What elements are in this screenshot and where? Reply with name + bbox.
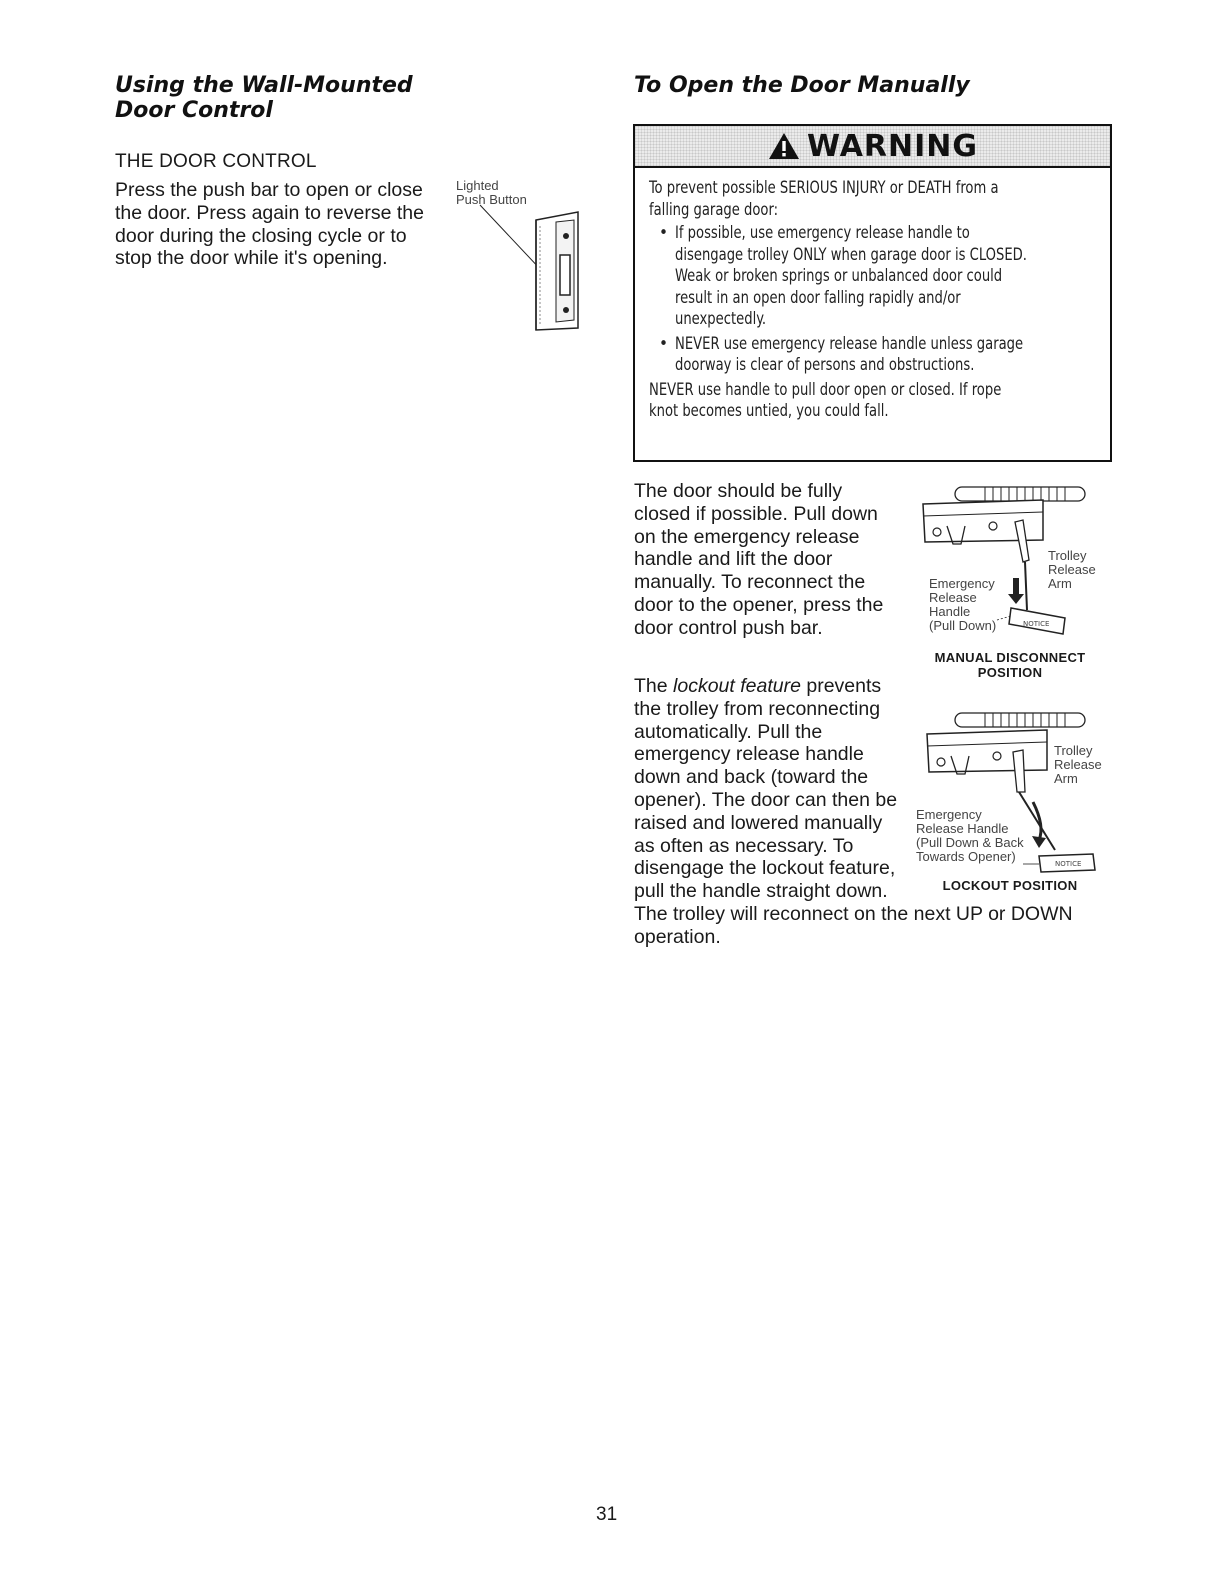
paragraph-line: raised and lowered manually (634, 811, 883, 834)
fig2-handle-label-line: Release Handle (916, 821, 1009, 836)
warning-text-line: unexpectedly. (675, 309, 767, 329)
fig1-trolley-label-line: Release (1048, 562, 1096, 577)
paragraph-line: as often as necessary. To (634, 834, 854, 857)
fig1-trolley-label-line: Arm (1048, 576, 1072, 591)
warning-bullets (649, 223, 1096, 377)
warning-text-line: NEVER use emergency release handle unless garage (675, 333, 1024, 354)
paragraph-line: disengage the lockout feature, (634, 857, 896, 880)
left-heading (115, 73, 413, 123)
paragraph-line: door control push bar. (634, 616, 823, 639)
push-button-illustration (470, 200, 600, 335)
handle-tag-text: NOTICE (1055, 860, 1082, 868)
push-button-label-line2: Push Button (456, 192, 527, 207)
warning-closing (649, 380, 1096, 423)
paragraph-line: operation. (634, 925, 721, 948)
warning-box (633, 124, 1112, 462)
page-number: 31 (596, 1504, 618, 1525)
paragraph-fragment: The (634, 675, 674, 697)
door-control-paragraph (115, 179, 445, 270)
paragraph-line: pull the handle straight down. (634, 880, 888, 903)
left-heading-line2: Door Control (115, 98, 273, 123)
door-control-subheading: THE DOOR CONTROL (115, 151, 317, 172)
paragraph-line: opener). The door can then be (634, 788, 898, 811)
fig2-trolley-label-line: Trolley (1054, 743, 1093, 758)
paragraph-line: The door should be fully (634, 480, 843, 502)
paragraph-line: emergency release handle (634, 743, 864, 766)
fig1-trolley-label (1048, 549, 1096, 591)
warning-intro (649, 178, 1096, 221)
left-heading-line1: Using the Wall-Mounted (115, 73, 413, 98)
fig2-trolley-label-line: Arm (1054, 771, 1078, 786)
fig2-trolley-label (1054, 744, 1102, 786)
fig1-handle-label (929, 577, 996, 633)
manual-release-paragraph (634, 480, 904, 640)
caption-line: MANUAL DISCONNECT (934, 650, 1086, 665)
paragraph-line: stop the door while it's opening. (115, 247, 388, 270)
manual-open-heading: To Open the Door Manually (634, 73, 970, 98)
handle-tag-text: NOTICE (1023, 620, 1050, 628)
lockout-caption: LOCKOUT POSITION (942, 878, 1078, 893)
push-button-label-line1: Lighted (456, 178, 499, 193)
fig2-handle-label-line: Towards Opener) (916, 849, 1016, 864)
warning-text-line: knot becomes untied, you could fall. (649, 401, 889, 421)
warning-text-line: NEVER use handle to pull door open or closed. If rope (649, 379, 1002, 400)
fig1-handle-label-line: (Pull Down) (929, 618, 997, 633)
fig2-handle-label-line: (Pull Down & Back (916, 835, 1024, 850)
caption-line: POSITION (977, 665, 1043, 680)
paragraph-line: door to the opener, press the (634, 593, 884, 616)
paragraph-line: automatically. Pull the (634, 720, 823, 743)
warning-text-line: result in an open door falling rapidly and/or (675, 287, 961, 308)
warning-bullet-1 (649, 223, 1096, 331)
warning-text-line: If possible, use emergency release handle to (675, 223, 970, 243)
warning-text-line: Weak or broken springs or unbalanced door could (675, 266, 1003, 286)
paragraph-line: manually. To reconnect the (634, 571, 866, 594)
warning-bullet-2 (649, 334, 1096, 377)
lockout-feature-term: lockout feature (673, 675, 801, 697)
paragraph-line: the trolley from reconnecting (634, 697, 881, 720)
warning-triangle-icon (767, 131, 801, 161)
fig1-handle-label-line: Release (929, 590, 977, 605)
fig2-handle-label (916, 808, 1024, 864)
paragraph-line: door during the closing cycle or to (115, 224, 407, 247)
warning-text-line: disengage trolley ONLY when garage door is CLOSED. (675, 244, 1027, 265)
fig1-handle-label-line: Handle (929, 604, 971, 619)
fig1-trolley-label-line: Trolley (1048, 548, 1087, 563)
fig2-handle-label-line: Emergency (916, 807, 982, 822)
warning-text-line: To prevent possible SERIOUS INJURY or DEATH from a (649, 178, 999, 198)
paragraph-fragment: prevents (800, 675, 882, 697)
warning-title (767, 129, 978, 164)
paragraph-line: Press the push bar to open or close (115, 179, 423, 201)
paragraph-line: handle and lift the door (634, 548, 833, 571)
paragraph-line: down and back (toward the (634, 766, 869, 789)
paragraph-line: closed if possible. Pull down (634, 502, 878, 525)
warning-text-line: doorway is clear of persons and obstructions. (675, 355, 975, 375)
fig1-handle-label-line: Emergency (929, 576, 995, 591)
paragraph-line: on the emergency release (634, 525, 860, 548)
warning-title-text: WARNING (806, 128, 979, 164)
paragraph-line: The trolley will reconnect on the next UP or DOWN (634, 902, 1073, 925)
paragraph-line: the door. Press again to reverse the (115, 201, 424, 224)
paragraph-line (634, 675, 1114, 698)
fig2-trolley-label-line: Release (1054, 757, 1102, 772)
warning-body (635, 168, 1110, 423)
warning-header (635, 126, 1110, 168)
warning-text-line: falling garage door: (649, 199, 779, 220)
